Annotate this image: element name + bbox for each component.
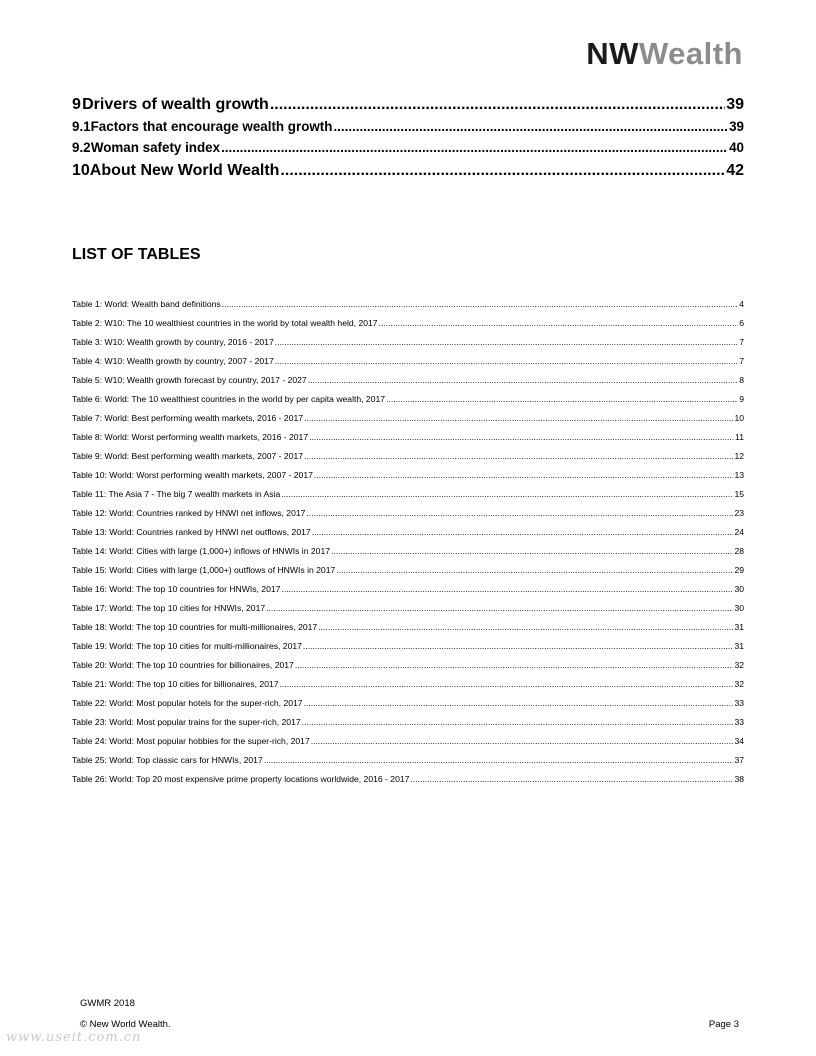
toc-number: 9.1	[72, 119, 91, 134]
toc-title: Drivers of wealth growth	[82, 96, 269, 113]
leader-dots	[312, 526, 734, 538]
table-list-title: Table 20: World: The top 10 countries for billionaires, 2017	[72, 660, 294, 670]
table-list-title: Table 6: World: The 10 wealthiest countries in the world by per capita wealth, 2017	[72, 394, 386, 404]
table-list-item[interactable]	[72, 716, 744, 735]
table-list-item[interactable]	[72, 545, 744, 564]
table-list-title: Table 3: W10: Wealth growth by country, 2016 - 2017	[72, 337, 274, 347]
toc-number: 9.2	[72, 140, 91, 155]
leader-dots	[304, 412, 733, 424]
table-list-page: 8	[739, 375, 744, 385]
table-list-title: Table 4: W10: Wealth growth by country, 2007 - 2017	[72, 356, 274, 366]
table-list-page: 9	[739, 394, 744, 404]
leader-dots	[302, 716, 734, 728]
toc-page-number: 39	[729, 119, 744, 134]
table-list-page: 37	[734, 755, 744, 765]
table-list-page: 33	[734, 698, 744, 708]
table-list-title: Table 16: World: The top 10 countries for HNWIs, 2017	[72, 584, 281, 594]
table-list-title: Table 5: W10: Wealth growth forecast by country, 2017 - 2027	[72, 375, 307, 385]
leader-dots	[304, 450, 733, 462]
leader-dots	[311, 735, 734, 747]
table-list-item[interactable]	[72, 336, 744, 355]
toc-entry-10[interactable]	[72, 162, 744, 180]
logo-nw: NW	[586, 36, 639, 71]
toc-title: Woman safety index	[90, 140, 221, 155]
table-list-title: Table 19: World: The top 10 cities for multi-millionaires, 2017	[72, 641, 302, 651]
table-list-page: 7	[739, 356, 744, 366]
table-list-title: Table 24: World: Most popular hobbies for the super-rich, 2017	[72, 736, 310, 746]
toc-page-number: 42	[726, 162, 744, 179]
leader-dots	[306, 507, 733, 519]
table-list-page: 31	[734, 622, 744, 632]
leader-dots	[309, 431, 734, 443]
table-list-page: 23	[734, 508, 744, 518]
table-list-page: 10	[734, 413, 744, 423]
table-list-item[interactable]	[72, 564, 744, 583]
table-list-item[interactable]	[72, 488, 744, 507]
table-list-title: Table 9: World: Best performing wealth markets, 2007 - 2017	[72, 451, 304, 461]
table-list-item[interactable]	[72, 355, 744, 374]
table-list-page: 4	[739, 299, 744, 309]
table-list-item[interactable]	[72, 374, 744, 393]
table-list-title: Table 13: World: Countries ranked by HNWI net outflows, 2017	[72, 527, 311, 537]
logo-wealth: Wealth	[638, 36, 743, 71]
table-list-page: 38	[734, 774, 744, 784]
toc-entry-9[interactable]	[72, 96, 744, 114]
leader-dots	[280, 678, 734, 690]
table-list-title: Table 10: World: Worst performing wealth markets, 2007 - 2017	[72, 470, 313, 480]
table-list-page: 29	[734, 565, 744, 575]
toc-number: 10	[72, 162, 90, 179]
footer-page-number: Page 3	[708, 1019, 739, 1030]
table-list-page: 6	[739, 318, 744, 328]
table-list-title: Table 8: World: Worst performing wealth markets, 2016 - 2017	[72, 432, 309, 442]
table-list-title: Table 21: World: The top 10 cities for billionaires, 2017	[72, 679, 279, 689]
table-list-title: Table 18: World: The top 10 countries for multi-millionaires, 2017	[72, 622, 318, 632]
leader-dots	[331, 545, 733, 557]
table-list-title: Table 11: The Asia 7 - The big 7 wealth markets in Asia	[72, 489, 281, 499]
footer-copyright: © New World Wealth.	[80, 1019, 171, 1030]
table-list-title: Table 15: World: Cities with large (1,000+) outflows of HNWIs in 2017	[72, 565, 336, 575]
table-list-title: Table 17: World: The top 10 cities for HNWIs, 2017	[72, 603, 266, 613]
table-list-item[interactable]	[72, 507, 744, 526]
toc-title: Factors that encourage wealth growth	[90, 119, 333, 134]
table-list-title: Table 12: World: Countries ranked by HNWI net inflows, 2017	[72, 508, 306, 518]
table-list-page: 33	[734, 717, 744, 727]
table-list-page: 15	[734, 489, 744, 499]
toc-entry-9-2[interactable]	[72, 140, 744, 155]
table-list-page: 30	[734, 603, 744, 613]
footer-document-id: GWMR 2018	[80, 998, 135, 1009]
leader-dots	[266, 602, 733, 614]
toc-number: 9	[72, 96, 81, 113]
table-list-title: Table 7: World: Best performing wealth markets, 2016 - 2017	[72, 413, 304, 423]
leader-dots	[264, 754, 734, 766]
table-list-item[interactable]	[72, 602, 744, 621]
table-list-item[interactable]	[72, 298, 744, 317]
leader-dots	[314, 469, 734, 481]
toc-entry-9-1[interactable]	[72, 119, 744, 134]
table-list-item[interactable]	[72, 412, 744, 431]
table-list-item[interactable]	[72, 526, 744, 545]
table-list-title: Table 26: World: Top 20 most expensive prime property locations worldwide, 2016 - 2017	[72, 774, 410, 784]
leader-dots	[281, 583, 733, 595]
leader-dots	[304, 697, 734, 709]
toc-leader-dots	[270, 96, 725, 114]
leader-dots	[308, 374, 739, 386]
table-list-page: 30	[734, 584, 744, 594]
table-list-title: Table 25: World: Top classic cars for HNWIs, 2017	[72, 755, 263, 765]
table-list-page: 34	[734, 736, 744, 746]
table-list-page: 24	[734, 527, 744, 537]
leader-dots	[379, 317, 739, 329]
table-list-item[interactable]	[72, 621, 744, 640]
table-list-page: 32	[734, 679, 744, 689]
leader-dots	[303, 640, 734, 652]
table-list-page: 32	[734, 660, 744, 670]
table-list-item[interactable]	[72, 659, 744, 678]
toc-leader-dots	[221, 140, 728, 155]
table-list-title: Table 1: World: Wealth band definitions	[72, 299, 221, 309]
table-list-item[interactable]	[72, 697, 744, 716]
table-list-title: Table 22: World: Most popular hotels for the super-rich, 2017	[72, 698, 303, 708]
toc-page-number: 40	[729, 140, 744, 155]
table-list-page: 12	[734, 451, 744, 461]
table-list-item[interactable]	[72, 393, 744, 412]
leader-dots	[386, 393, 738, 405]
list-of-tables-heading: LIST OF TABLES	[72, 246, 201, 263]
list-of-tables	[72, 298, 744, 792]
toc-page-number: 39	[726, 96, 744, 113]
table-list-item[interactable]	[72, 640, 744, 659]
table-list-title: Table 2: W10: The 10 wealthiest countries in the world by total wealth held, 2017	[72, 318, 378, 328]
table-list-item[interactable]	[72, 583, 744, 602]
watermark-text: www.useit.com.cn	[6, 1030, 142, 1045]
table-list-item[interactable]	[72, 678, 744, 697]
leader-dots	[318, 621, 733, 633]
toc-leader-dots	[333, 119, 728, 134]
table-list-page: 13	[734, 470, 744, 480]
leader-dots	[275, 336, 738, 348]
table-list-title: Table 23: World: Most popular trains for the super-rich, 2017	[72, 717, 301, 727]
table-list-item[interactable]	[72, 773, 744, 792]
table-list-item[interactable]	[72, 469, 744, 488]
table-list-page: 11	[735, 432, 744, 442]
table-list-item[interactable]	[72, 450, 744, 469]
table-list-page: 7	[739, 337, 744, 347]
table-list-item[interactable]	[72, 735, 744, 754]
table-list-item[interactable]	[72, 317, 744, 336]
leader-dots	[410, 773, 733, 785]
leader-dots	[275, 355, 738, 367]
table-list-page: 31	[734, 641, 744, 651]
table-list-item[interactable]	[72, 431, 744, 450]
nw-wealth-logo	[586, 38, 743, 69]
table-list-title: Table 14: World: Cities with large (1,000+) inflows of HNWIs in 2017	[72, 546, 331, 556]
toc-title: About New World Wealth	[89, 162, 280, 179]
leader-dots	[222, 298, 738, 310]
leader-dots	[295, 659, 734, 671]
table-list-page: 28	[734, 546, 744, 556]
table-list-item[interactable]	[72, 754, 744, 773]
leader-dots	[281, 488, 733, 500]
toc-leader-dots	[280, 162, 725, 180]
leader-dots	[336, 564, 733, 576]
